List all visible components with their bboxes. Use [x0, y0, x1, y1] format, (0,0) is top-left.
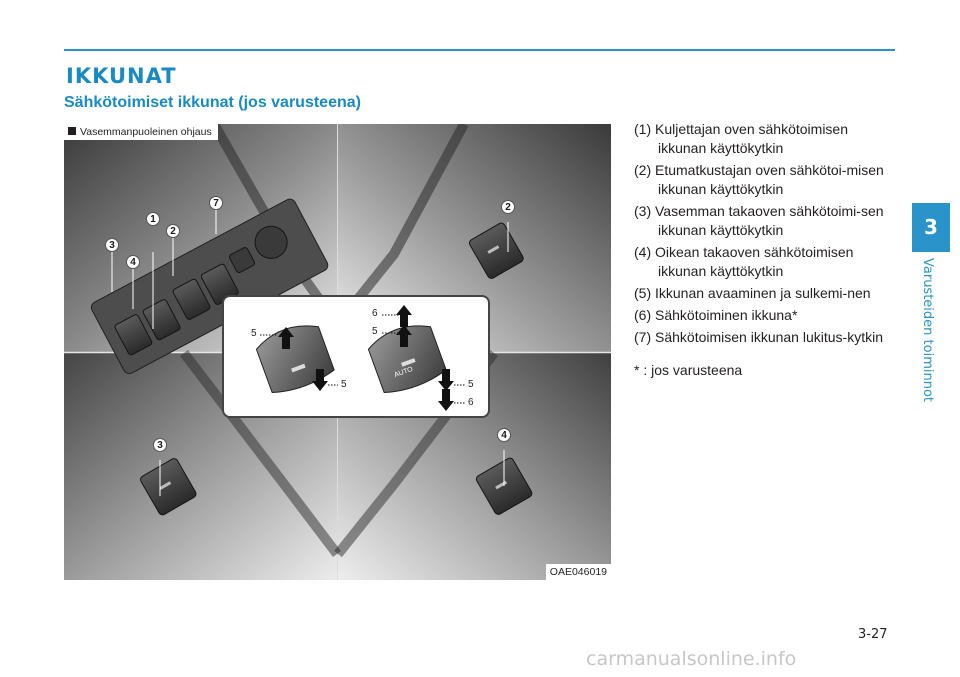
callout-rear-right-4: 4	[497, 428, 511, 442]
page-number: 3-27	[858, 627, 888, 642]
callout-4: 4	[126, 255, 140, 269]
figure-tag	[64, 124, 218, 140]
section-title: IKKUNAT	[66, 64, 177, 88]
legend-item-1: (1) Kuljettajan oven sähkötoimisen ikkunan käyttökytkin	[634, 121, 849, 156]
legend-item-3: (3) Vasemman takaoven sähkötoimi-sen ikkunan käyttökytkin	[634, 203, 884, 238]
legend-item-7: (7) Sähkötoimisen ikkunan lukitus-kytkin	[634, 329, 883, 345]
chapter-label-text: Varusteiden toiminnot	[920, 258, 935, 403]
callout-1: 1	[146, 212, 160, 226]
callout-2: 2	[166, 224, 180, 238]
legend-item-6: (6) Sähkötoiminen ikkuna*	[634, 307, 798, 323]
top-rule	[64, 49, 895, 51]
inset-label-6-b: 6	[468, 397, 474, 408]
legend-item-4: (4) Oikean takaoven sähkötoimisen ikkunan käyttökytkin	[634, 244, 854, 279]
callout-7: 7	[209, 196, 223, 210]
inset-label-5-c: 5	[372, 326, 378, 337]
callout-passenger-2: 2	[501, 200, 515, 214]
legend-item-2: (2) Etumatkustajan oven sähkötoi-misen ikkunan käyttökytkin	[634, 162, 884, 197]
inset-label-5-d: 5	[468, 379, 474, 390]
inset-label-6-a: 6	[372, 308, 378, 319]
switch-detail-drawing	[224, 297, 488, 416]
chapter-tab[interactable]: 3	[912, 203, 950, 252]
callout-3: 3	[105, 238, 119, 252]
switch-detail-inset	[222, 295, 490, 418]
legend-list	[634, 120, 899, 380]
figure-tag-label: Vasemmanpuoleinen ohjaus	[80, 126, 212, 138]
figure-code: OAE046019	[546, 564, 611, 580]
square-bullet-icon	[68, 127, 76, 135]
subsection-title: Sähkötoimiset ikkunat (jos varusteena)	[64, 94, 361, 111]
inset-label-5-b: 5	[341, 379, 347, 390]
auto-label: AUTO	[393, 365, 414, 380]
watermark: carmanualsonline.info	[586, 648, 797, 670]
legend-item-5: (5) Ikkunan avaaminen ja sulkemi-nen	[634, 285, 871, 301]
inset-label-5-a: 5	[251, 328, 257, 339]
callout-rear-left-3: 3	[153, 438, 167, 452]
chapter-label	[920, 258, 942, 408]
footnote: * : jos varusteena	[634, 362, 743, 378]
